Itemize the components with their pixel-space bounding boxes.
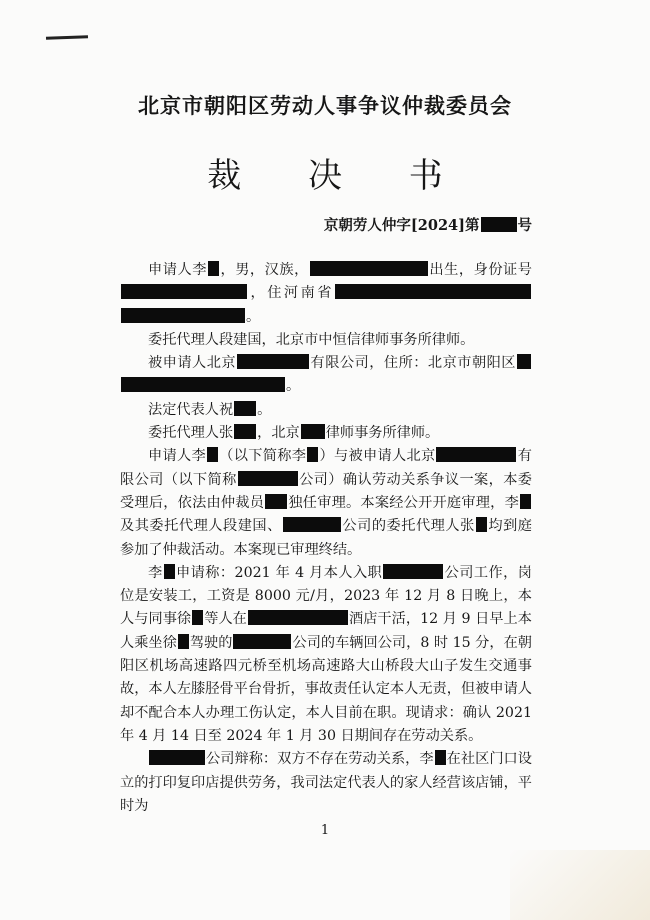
text: 等人在 — [204, 611, 247, 628]
redaction — [121, 284, 247, 299]
organization-heading: 北京市朝阳区劳动人事争议仲裁委员会 — [138, 93, 512, 118]
text: 。 — [257, 401, 272, 418]
redaction — [207, 447, 218, 462]
document-body — [120, 259, 532, 818]
text: 公司）确认劳动关系争议一案，本委受理后，依法由仲裁员 — [120, 471, 532, 511]
text: 。 — [246, 308, 261, 325]
text: 公司辩称：双方不存在劳动关系，李 — [206, 751, 434, 768]
redaction — [520, 494, 531, 509]
redaction — [233, 634, 291, 649]
redaction — [476, 517, 487, 532]
redaction — [283, 517, 341, 532]
respondent-info — [120, 352, 532, 399]
text: 法定代表人祝 — [148, 401, 234, 418]
redaction — [234, 401, 256, 416]
text: 独任审理。本案经公开开庭审理，李 — [288, 494, 519, 511]
text: 在社区门口设立的打印复印店提供劳务，我司法定代表人的家人经营该店铺，平时为 — [120, 751, 532, 814]
redaction — [192, 610, 203, 625]
redaction — [121, 377, 285, 392]
text: 李 — [148, 564, 163, 581]
redaction — [335, 284, 531, 299]
redaction — [481, 217, 517, 232]
text: 申请称：2021 年 4 月本人入职 — [175, 564, 383, 581]
text: 公司的委托代理人张 — [341, 518, 475, 535]
text: 有限公司，住所：北京市朝阳区 — [310, 355, 516, 372]
text: 。 — [286, 378, 301, 395]
text: （以下简称李 — [218, 448, 307, 465]
applicant-agent: 委托代理人段建国，北京市中恒信律师事务所律师。 — [148, 331, 475, 348]
applicant-claim-paragraph — [120, 562, 532, 748]
text: 酒店干活，12 月 9 日早上本人乘坐徐 — [120, 611, 532, 651]
redaction — [307, 447, 318, 462]
case-number — [324, 214, 532, 235]
legal-representative — [120, 399, 532, 422]
redaction — [310, 261, 428, 276]
corner-mark — [46, 35, 88, 39]
redaction — [178, 634, 189, 649]
page-number: 1 — [320, 823, 330, 838]
redaction — [248, 610, 348, 625]
redaction — [234, 424, 256, 439]
text: 出生，身份证号 — [428, 262, 532, 278]
text: ，男，汉族， — [219, 262, 309, 278]
redaction — [301, 424, 325, 439]
text: ）与被申请人北京 — [319, 448, 436, 465]
text: ，住河南省 — [248, 285, 334, 302]
text: 驾驶的 — [189, 634, 233, 651]
text: 有限公司（以下简称 — [120, 448, 532, 488]
redaction — [149, 750, 205, 765]
respondent-agent — [120, 422, 532, 445]
redaction — [383, 564, 443, 579]
redaction — [265, 494, 287, 509]
redaction — [121, 308, 245, 323]
applicant-info — [120, 259, 532, 329]
document-title: 裁 决 书 — [207, 156, 471, 196]
redaction — [435, 750, 446, 765]
text: 公司的车辆回公司，8 时 15 分，在朝阳区机场高速路四元桥至机场高速路大山桥段大山子发生交通事故，本人左膝胫骨平台骨折，事故责任认定本人无责，但被申请人却不配合本人办理工伤认定，本人目前在职。现请求：确认 2021 年 4 月 14 日至 2024 年 1 月 30 日期间存在劳动关系。 — [120, 634, 532, 744]
case-number-prefix: 京朝劳人仲字[2024]第 — [323, 217, 480, 234]
case-intro-paragraph — [120, 445, 532, 561]
text: 公司工作，岗位是安装工，工资是 8000 元/月，2023 年 12 月 8 日晚上，本人与同事徐 — [120, 564, 532, 628]
redaction — [436, 447, 516, 462]
respondent-defense-paragraph — [120, 748, 532, 818]
text: 申请人李 — [148, 448, 206, 465]
text: 律师事务所律师。 — [325, 425, 440, 442]
text: 被申请人北京 — [148, 355, 237, 372]
text: 及其委托代理人段建国、 — [120, 518, 282, 535]
paper-shadow — [510, 850, 650, 920]
redaction — [238, 471, 298, 486]
text: 均到庭参加了仲裁活动。本案现已审理终结。 — [120, 518, 532, 558]
text: 委托代理人张 — [148, 425, 234, 442]
text: ，北京 — [257, 425, 300, 442]
redaction — [517, 354, 531, 369]
redaction — [237, 354, 309, 369]
case-number-suffix: 号 — [517, 217, 532, 234]
text: 申请人李 — [148, 262, 207, 278]
redaction — [164, 564, 175, 579]
redaction — [208, 261, 219, 276]
